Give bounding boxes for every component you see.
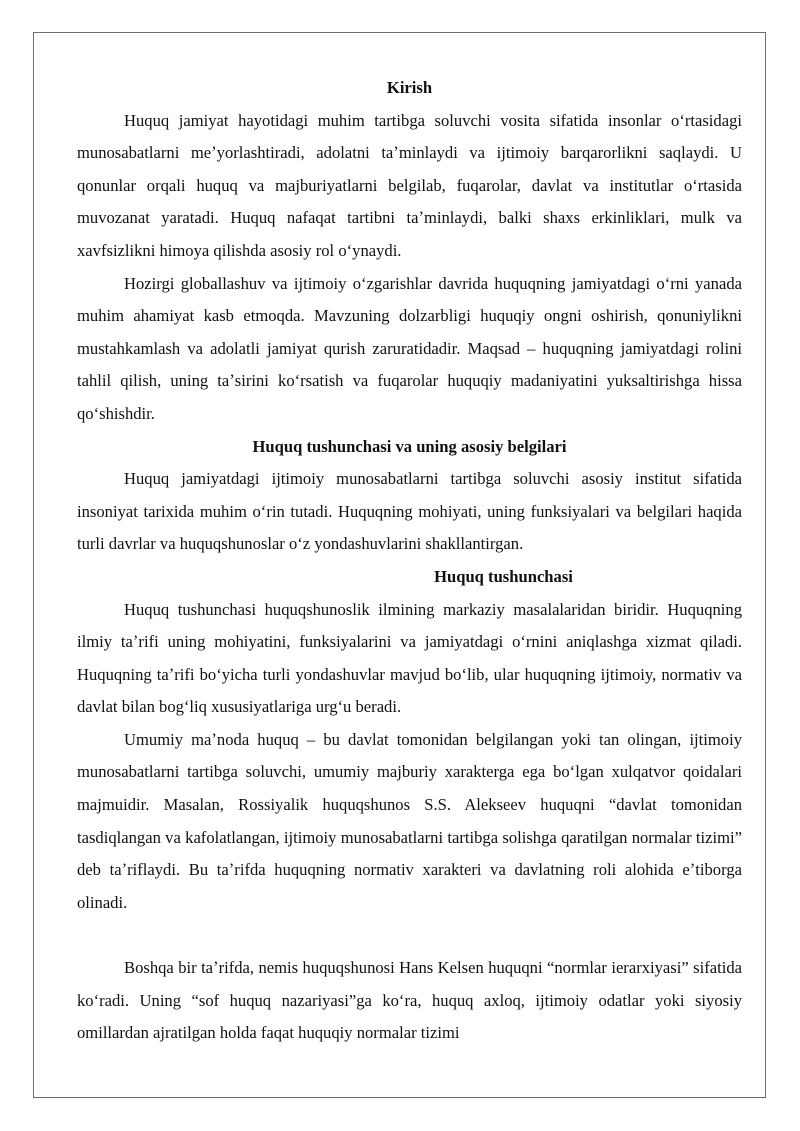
- paragraph-intro-2: Hozirgi globallashuv va ijtimoiy oʻzgarishlar davrida huquqning jamiyatdagi oʻrni yanada muhim ahamiyat kasb etmoqda. Mavzuning dolzarbligi huquqiy ongni oshirish, qonuniylikni mustahkamlash va adolatli jamiyat qurish zaruratidadir. Maqsad – huquqning jamiyatdagi rolini tahlil qilish, uning taʼsirini koʻrsatish va fuqarolar huquqiy madaniyatini yuksaltirishga hissa qoʻshishdir.: [77, 273, 742, 423]
- document-body: [77, 72, 742, 1050]
- paragraph-definition-2: Umumiy maʼnoda huquq – bu davlat tomonidan belgilangan yoki tan olingan, ijtimoiy munosabatlarni tartibga soluvchi, umumiy majburiy xarakterga ega boʻlgan xulqatvor qoidalari majmuidir. Masalan, Rossiyalik huquqshunos S.S. Alekseev huquqni “davlat tomonidan tasdiqlangan va kafolatlangan, ijtimoiy munosabatlarni tartibga solishga qaratilgan normalar tizimi” deb taʼriflaydi. Bu taʼrifda huquqning normativ xarakteri va davlatning roli alohida eʼtiborga olinadi.: [77, 729, 742, 912]
- heading-introduction: Kirish: [386, 78, 433, 97]
- paragraph-definition-1: Huquq tushunchasi huquqshunoslik ilmining markaziy masalalaridan biridir. Huquqning ilmiy taʼrifi uning mohiyatini, funksiyalarini va jamiyatdagi oʻrnini aniqlashga xizmat qiladi. Huquqning taʼrifi boʻyicha turli yondashuvlar mavjud boʻlib, ular huquqning ijtimoiy, normativ va davlat bilan bogʻliq xususiyatlariga urgʻu beradi.: [77, 599, 742, 717]
- blank-line: [77, 919, 742, 952]
- paragraph-concept: Huquq jamiyatdagi ijtimoiy munosabatlarni tartibga soluvchi asosiy institut sifatida insoniyat tarixida muhim oʻrin tutadi. Huquqning mohiyati, uning funksiyalari va belgilari haqida turli davrlar va huquqshunoslar oʻz yondashuvlarini shakllantirgan.: [77, 469, 742, 554]
- paragraph-definition-3: Boshqa bir taʼrifda, nemis huquqshunosi Hans Kelsen huquqni “normlar ierarxiyasi” sifatida koʻradi. Uning “sof huquq nazariyasi”ga koʻra, huquq axloq, ijtimoiy odatlar yoki siyosiy omillardan ajratilgan holda faqat huquqiy normalar tizimi: [77, 958, 742, 1043]
- heading-definition: Huquq tushunchasi: [434, 566, 573, 586]
- paragraph-intro-1: Huquq jamiyat hayotidagi muhim tartibga soluvchi vosita sifatida insonlar oʻrtasidagi munosabatlarni meʼyorlashtiradi, adolatni taʼminlaydi va ijtimoiy barqarorlikni saqlaydi. U qonunlar orqali huquq va majburiyatlarni belgilab, fuqarolar, davlat va institutlar oʻrtasida muvozanat yaratadi. Huquq nafaqat tartibni taʼminlaydi, balki shaxs erkinliklari, mulk va xavfsizlikni himoya qilishda asosiy rol oʻynaydi.: [77, 110, 742, 260]
- heading-concept-and-features: Huquq tushunchasi va uning asosiy belgilari: [252, 436, 567, 456]
